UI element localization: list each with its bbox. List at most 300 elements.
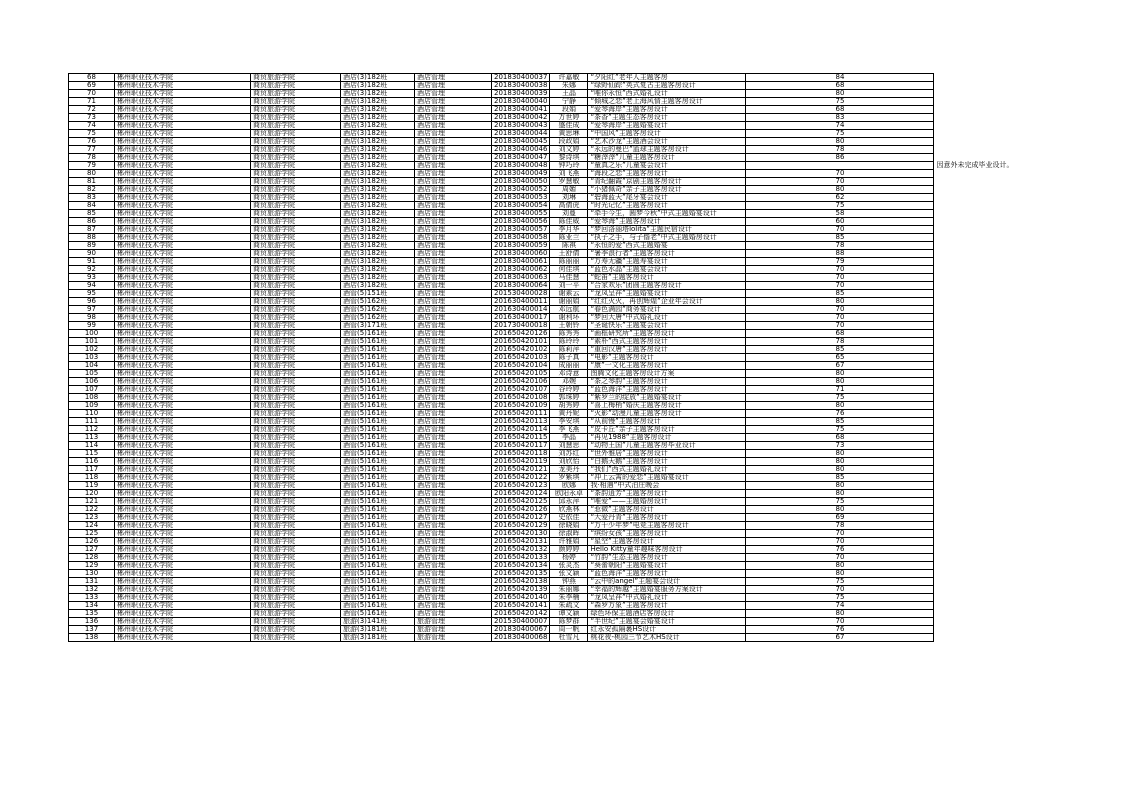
class-name-cell: 酒店(3)182班 — [341, 98, 415, 106]
table-row — [69, 522, 1034, 530]
college-name-cell: 商贸旅游学院 — [251, 362, 341, 370]
design-title-cell: “夕阳红”老年人主题客房 — [588, 74, 746, 82]
school-name-cell: 郴州职业技术学院 — [115, 602, 251, 610]
student-id-cell: 201650420125 — [492, 498, 550, 506]
design-title-cell: “海段之恋”主题客房设计 — [588, 170, 746, 178]
student-id-cell: 201830400050 — [492, 178, 550, 186]
major-name-cell: 酒店管理 — [415, 114, 492, 122]
design-title-cell: “爱琴海岸”主题客房设计 — [588, 106, 746, 114]
student-name-cell: 谭文颖 — [550, 610, 588, 618]
college-name-cell: 商贸旅游学院 — [251, 602, 341, 610]
table-row — [69, 546, 1034, 554]
school-name-cell: 郴州职业技术学院 — [115, 458, 251, 466]
student-id-cell: 201650420104 — [492, 362, 550, 370]
class-name-cell: 酒管(5)161班 — [341, 442, 415, 450]
major-name-cell: 酒店管理 — [415, 250, 492, 258]
table-row — [69, 594, 1034, 602]
student-id-cell: 201650420123 — [492, 482, 550, 490]
student-name-cell: 谢丽娟 — [550, 298, 588, 306]
remark-cell — [934, 322, 1034, 330]
major-name-cell: 旅游管理 — [415, 634, 492, 642]
major-name-cell: 酒店管理 — [415, 610, 492, 618]
major-name-cell: 酒店管理 — [415, 122, 492, 130]
major-name-cell: 酒店管理 — [415, 146, 492, 154]
school-name-cell: 郴州职业技术学院 — [115, 242, 251, 250]
table-row — [69, 306, 1034, 314]
remark-cell — [934, 442, 1034, 450]
student-id-cell: 201650420141 — [492, 602, 550, 610]
design-title-cell: “蓝色海洋”主题客房设计 — [588, 386, 746, 394]
remark-cell — [934, 522, 1034, 530]
student-name-cell: 张灵杰 — [550, 562, 588, 570]
college-name-cell: 商贸旅游学院 — [251, 106, 341, 114]
student-name-cell: 颜婷婷 — [550, 546, 588, 554]
school-name-cell: 郴州职业技术学院 — [115, 306, 251, 314]
college-name-cell: 商贸旅游学院 — [251, 138, 341, 146]
school-name-cell: 郴州职业技术学院 — [115, 578, 251, 586]
college-name-cell: 商贸旅游学院 — [251, 410, 341, 418]
school-name-cell: 郴州职业技术学院 — [115, 274, 251, 282]
row-number-cell: 106 — [69, 378, 115, 386]
score-cell: 75 — [746, 498, 934, 506]
score-cell: 75 — [746, 578, 934, 586]
student-id-cell: 201830400064 — [492, 282, 550, 290]
table-row — [69, 162, 1034, 170]
college-name-cell: 商贸旅游学院 — [251, 322, 341, 330]
college-name-cell: 商贸旅游学院 — [251, 162, 341, 170]
student-id-cell: 201650420129 — [492, 522, 550, 530]
student-name-cell: 盛佳成 — [550, 122, 588, 130]
major-name-cell: 酒店管理 — [415, 306, 492, 314]
remark-cell — [934, 106, 1034, 114]
remark-cell — [934, 338, 1034, 346]
table-row — [69, 602, 1034, 610]
school-name-cell: 郴州职业技术学院 — [115, 506, 251, 514]
student-id-cell: 201650420124 — [492, 490, 550, 498]
student-name-cell: 钟燕 — [550, 578, 588, 586]
design-title-cell: “世外雅居”主题客房设计 — [588, 450, 746, 458]
class-name-cell: 酒店(3)182班 — [341, 202, 415, 210]
student-id-cell: 201830400038 — [492, 82, 550, 90]
student-id-cell: 201830400052 — [492, 186, 550, 194]
row-number-cell: 112 — [69, 426, 115, 434]
college-name-cell: 商贸旅游学院 — [251, 546, 341, 554]
class-name-cell: 酒店(3)182班 — [341, 114, 415, 122]
school-name-cell: 郴州职业技术学院 — [115, 434, 251, 442]
remark-cell — [934, 98, 1034, 106]
remark-cell — [934, 626, 1034, 634]
remark-cell — [934, 146, 1034, 154]
design-title-cell: “蓝色海洋”主题客房设计 — [588, 570, 746, 578]
student-id-cell: 201650420127 — [492, 514, 550, 522]
row-number-cell: 69 — [69, 82, 115, 90]
student-id-cell: 201650420142 — [492, 610, 550, 618]
row-number-cell: 92 — [69, 266, 115, 274]
design-title-cell: “梦回洛丽塔lolita”主题民宿设计 — [588, 226, 746, 234]
class-name-cell: 酒店(3)182班 — [341, 282, 415, 290]
table-row — [69, 538, 1034, 546]
row-number-cell: 73 — [69, 114, 115, 122]
score-cell: 70 — [746, 586, 934, 594]
table-row — [69, 586, 1034, 594]
score-cell: 78 — [746, 146, 934, 154]
school-name-cell: 郴州职业技术学院 — [115, 498, 251, 506]
student-id-cell: 201830400039 — [492, 90, 550, 98]
remark-cell — [934, 194, 1034, 202]
major-name-cell: 酒店管理 — [415, 450, 492, 458]
score-cell: 78 — [746, 338, 934, 346]
table-row — [69, 266, 1034, 274]
student-name-cell: 邓诗意 — [550, 370, 588, 378]
class-name-cell: 酒管(5)161班 — [341, 554, 415, 562]
design-title-cell: 绿色环保主题酒店客房设计 — [588, 610, 746, 618]
school-name-cell: 郴州职业技术学院 — [115, 570, 251, 578]
row-number-cell: 129 — [69, 562, 115, 570]
score-cell: 75 — [746, 130, 934, 138]
score-cell: 69 — [746, 514, 934, 522]
table-row — [69, 474, 1034, 482]
college-name-cell: 商贸旅游学院 — [251, 570, 341, 578]
remark-cell — [934, 274, 1034, 282]
student-name-cell: 陈佳威 — [550, 218, 588, 226]
design-title-cell: “蛇笛”主题客房设计 — [588, 274, 746, 282]
class-name-cell: 酒店(3)182班 — [341, 130, 415, 138]
student-id-cell: 201650420126 — [492, 506, 550, 514]
school-name-cell: 郴州职业技术学院 — [115, 226, 251, 234]
student-id-cell: 201830400042 — [492, 114, 550, 122]
college-name-cell: 商贸旅游学院 — [251, 186, 341, 194]
major-name-cell: 酒店管理 — [415, 346, 492, 354]
score-cell: 65 — [746, 354, 934, 362]
remark-cell — [934, 426, 1034, 434]
major-name-cell: 酒店管理 — [415, 458, 492, 466]
score-cell: 85 — [746, 474, 934, 482]
table-row — [69, 434, 1034, 442]
design-title-cell: “蓝色水晶”主题宴会设计 — [588, 266, 746, 274]
remark-cell — [934, 386, 1034, 394]
row-number-cell: 102 — [69, 346, 115, 354]
student-id-cell: 201630400014 — [492, 306, 550, 314]
major-name-cell: 酒店管理 — [415, 330, 492, 338]
college-name-cell: 商贸旅游学院 — [251, 514, 341, 522]
remark-cell — [934, 122, 1034, 130]
score-cell: 80 — [746, 402, 934, 410]
student-id-cell: 201650420108 — [492, 394, 550, 402]
student-name-cell: 王晶 — [550, 90, 588, 98]
school-name-cell: 郴州职业技术学院 — [115, 546, 251, 554]
class-name-cell: 酒店(3)182班 — [341, 250, 415, 258]
college-name-cell: 商贸旅游学院 — [251, 226, 341, 234]
student-id-cell: 201830400044 — [492, 130, 550, 138]
score-cell: 70 — [746, 170, 934, 178]
design-title-cell: “中国风”主题客房设计 — [588, 130, 746, 138]
student-id-cell: 201830400057 — [492, 226, 550, 234]
class-name-cell: 酒店(3)182班 — [341, 106, 415, 114]
remark-cell — [934, 530, 1034, 538]
student-name-cell: 史依佳 — [550, 514, 588, 522]
table-row — [69, 466, 1034, 474]
student-id-cell: 201650420140 — [492, 594, 550, 602]
design-title-cell: “素朴”西式主题客房设计 — [588, 338, 746, 346]
college-name-cell: 商贸旅游学院 — [251, 218, 341, 226]
score-cell: 70 — [746, 530, 934, 538]
table-row — [69, 186, 1034, 194]
score-cell: 75 — [746, 394, 934, 402]
class-name-cell: 酒店(3)182班 — [341, 234, 415, 242]
remark-cell — [934, 90, 1034, 98]
student-name-cell: 周一帆 — [550, 626, 588, 634]
student-id-cell: 201530400007 — [492, 618, 550, 626]
college-name-cell: 商贸旅游学院 — [251, 290, 341, 298]
student-id-cell: 201650420126 — [492, 330, 550, 338]
class-name-cell: 酒管(3)171班 — [341, 322, 415, 330]
score-cell: 80 — [746, 138, 934, 146]
remark-cell — [934, 546, 1034, 554]
college-name-cell: 商贸旅游学院 — [251, 626, 341, 634]
class-name-cell: 酒管(5)161班 — [341, 514, 415, 522]
row-number-cell: 132 — [69, 586, 115, 594]
class-name-cell: 酒店(3)182班 — [341, 82, 415, 90]
score-cell: 86 — [746, 154, 934, 162]
school-name-cell: 郴州职业技术学院 — [115, 234, 251, 242]
design-title-cell: “从前慢”主题客房设计 — [588, 418, 746, 426]
design-title-cell: “梦回大唐”中式婚礼设计 — [588, 314, 746, 322]
design-title-cell: 桃花夜-桃园三节艺术HS设计 — [588, 634, 746, 642]
college-name-cell: 商贸旅游学院 — [251, 298, 341, 306]
table-row — [69, 218, 1034, 226]
row-number-cell: 110 — [69, 410, 115, 418]
table-row — [69, 370, 1034, 378]
major-name-cell: 酒店管理 — [415, 210, 492, 218]
student-name-cell: 陈莉萍 — [550, 346, 588, 354]
major-name-cell: 酒店管理 — [415, 274, 492, 282]
score-cell: 71 — [746, 386, 934, 394]
class-name-cell: 酒管(5)161班 — [341, 586, 415, 594]
student-id-cell: 201650420138 — [492, 578, 550, 586]
class-name-cell: 酒店(3)182班 — [341, 122, 415, 130]
score-cell: 79 — [746, 258, 934, 266]
college-name-cell: 商贸旅游学院 — [251, 490, 341, 498]
major-name-cell: 酒店管理 — [415, 106, 492, 114]
school-name-cell: 郴州职业技术学院 — [115, 378, 251, 386]
table-row — [69, 154, 1034, 162]
score-cell: 73 — [746, 442, 934, 450]
design-title-cell: “万千少年梦”电竞主题客房设计 — [588, 522, 746, 530]
score-cell: 76 — [746, 410, 934, 418]
table-row — [69, 258, 1034, 266]
student-name-cell: 高倩虎 — [550, 202, 588, 210]
student-name-cell: 邓婉 — [550, 378, 588, 386]
class-name-cell: 酒管(5)161班 — [341, 498, 415, 506]
student-name-cell: 刘蔓 — [550, 210, 588, 218]
student-id-cell: 201830400067 — [492, 626, 550, 634]
remark-cell — [934, 506, 1034, 514]
college-name-cell: 商贸旅游学院 — [251, 170, 341, 178]
school-name-cell: 郴州职业技术学院 — [115, 626, 251, 634]
design-title-cell: “云中的angel”主题宴会设计 — [588, 578, 746, 586]
student-name-cell: 王朝铃 — [550, 322, 588, 330]
student-name-cell: 黎诗琪 — [550, 154, 588, 162]
student-id-cell: 201650420119 — [492, 458, 550, 466]
class-name-cell: 酒店(3)182班 — [341, 146, 415, 154]
class-name-cell: 酒管(5)161班 — [341, 378, 415, 386]
design-title-cell: “重回汉唐”主题客房设计 — [588, 346, 746, 354]
design-title-cell: “红红火火，再创辉煌”企业年会设计 — [588, 298, 746, 306]
student-name-cell: 刘欣怡 — [550, 458, 588, 466]
student-name-cell: 邓远航 — [550, 306, 588, 314]
major-name-cell: 酒店管理 — [415, 194, 492, 202]
major-name-cell: 酒店管理 — [415, 402, 492, 410]
class-name-cell: 酒管(5)161班 — [341, 506, 415, 514]
table-row — [69, 530, 1034, 538]
design-title-cell: “星空”主题客房设计 — [588, 538, 746, 546]
table-row — [69, 378, 1034, 386]
college-name-cell: 商贸旅游学院 — [251, 306, 341, 314]
school-name-cell: 郴州职业技术学院 — [115, 266, 251, 274]
student-name-cell: 钟巧玲 — [550, 162, 588, 170]
remark-cell — [934, 450, 1034, 458]
row-number-cell: 111 — [69, 418, 115, 426]
row-number-cell: 117 — [69, 466, 115, 474]
score-cell: 67 — [746, 362, 934, 370]
score-cell: 70 — [746, 314, 934, 322]
class-name-cell: 酒管(5)161班 — [341, 546, 415, 554]
college-name-cell: 商贸旅游学院 — [251, 330, 341, 338]
class-name-cell: 酒管(5)161班 — [341, 418, 415, 426]
class-name-cell: 酒店(3)182班 — [341, 242, 415, 250]
table-row — [69, 178, 1034, 186]
student-name-cell: 谢素云 — [550, 290, 588, 298]
student-name-cell: 胡秀婷 — [550, 402, 588, 410]
college-name-cell: 商贸旅游学院 — [251, 274, 341, 282]
row-number-cell: 103 — [69, 354, 115, 362]
class-name-cell: 酒店(3)182班 — [341, 178, 415, 186]
student-name-cell: 段政娟 — [550, 138, 588, 146]
remark-cell — [934, 266, 1034, 274]
table-row — [69, 578, 1034, 586]
school-name-cell: 郴州职业技术学院 — [115, 354, 251, 362]
score-cell: 80 — [746, 298, 934, 306]
major-name-cell: 酒店管理 — [415, 506, 492, 514]
row-number-cell: 128 — [69, 554, 115, 562]
student-id-cell: 201650420114 — [492, 426, 550, 434]
student-name-cell: 陈子真 — [550, 354, 588, 362]
college-name-cell: 商贸旅游学院 — [251, 282, 341, 290]
student-id-cell: 201730400018 — [492, 322, 550, 330]
table-row — [69, 482, 1034, 490]
college-name-cell: 商贸旅游学院 — [251, 530, 341, 538]
school-name-cell: 郴州职业技术学院 — [115, 290, 251, 298]
student-id-cell: 201650420113 — [492, 418, 550, 426]
student-name-cell: 周媚 — [550, 186, 588, 194]
school-name-cell: 郴州职业技术学院 — [115, 146, 251, 154]
college-name-cell: 商贸旅游学院 — [251, 82, 341, 90]
college-name-cell: 商贸旅游学院 — [251, 210, 341, 218]
design-title-cell: “茶香”主题生态客房设计 — [588, 114, 746, 122]
row-number-cell: 68 — [69, 74, 115, 82]
student-id-cell: 201830400056 — [492, 218, 550, 226]
table-row — [69, 634, 1034, 642]
score-cell: 85 — [746, 418, 934, 426]
score-cell: 70 — [746, 282, 934, 290]
student-name-cell: 成丽丽 — [550, 362, 588, 370]
row-number-cell: 121 — [69, 498, 115, 506]
score-cell: 80 — [746, 186, 934, 194]
design-title-cell: Hello Kitty童年趣味客房设计 — [588, 546, 746, 554]
table-row — [69, 346, 1034, 354]
remark-cell — [934, 418, 1034, 426]
table-row — [69, 610, 1034, 618]
table-row — [69, 402, 1034, 410]
student-id-cell: 201650420134 — [492, 562, 550, 570]
row-number-cell: 84 — [69, 202, 115, 210]
student-id-cell: 201650420121 — [492, 466, 550, 474]
table-row — [69, 394, 1034, 402]
school-name-cell: 郴州职业技术学院 — [115, 330, 251, 338]
remark-cell: 因意外未完成毕业设计。 — [934, 162, 1034, 170]
remark-cell — [934, 434, 1034, 442]
student-id-cell: 201830400059 — [492, 242, 550, 250]
school-name-cell: 郴州职业技术学院 — [115, 450, 251, 458]
college-name-cell: 商贸旅游学院 — [251, 402, 341, 410]
major-name-cell: 酒店管理 — [415, 178, 492, 186]
major-name-cell: 酒店管理 — [415, 474, 492, 482]
score-cell: 85 — [746, 290, 934, 298]
school-name-cell: 郴州职业技术学院 — [115, 394, 251, 402]
score-cell: 88 — [746, 250, 934, 258]
table-row — [69, 242, 1034, 250]
design-title-cell: 图腾文化主题客房设计方案 — [588, 370, 746, 378]
score-cell: 70 — [746, 178, 934, 186]
table-row — [69, 570, 1034, 578]
remark-cell — [934, 354, 1034, 362]
remark-cell — [934, 210, 1034, 218]
student-name-cell: 谢利环 — [550, 314, 588, 322]
design-title-cell: “绿野仙踪”英式复古主题客房设计 — [588, 82, 746, 90]
row-number-cell: 118 — [69, 474, 115, 482]
class-name-cell: 酒管(5)162班 — [341, 314, 415, 322]
student-id-cell: 201650420102 — [492, 346, 550, 354]
remark-cell — [934, 474, 1034, 482]
row-number-cell: 90 — [69, 250, 115, 258]
remark-cell — [934, 138, 1034, 146]
college-name-cell: 商贸旅游学院 — [251, 378, 341, 386]
school-name-cell: 郴州职业技术学院 — [115, 402, 251, 410]
school-name-cell: 郴州职业技术学院 — [115, 314, 251, 322]
table-row — [69, 250, 1034, 258]
remark-cell — [934, 130, 1034, 138]
score-cell: 78 — [746, 522, 934, 530]
student-name-cell: 万世婷 — [550, 114, 588, 122]
student-name-cell: 刘飞燕 — [550, 170, 588, 178]
student-id-cell: 201830400049 — [492, 170, 550, 178]
remark-cell — [934, 498, 1034, 506]
college-name-cell: 商贸旅游学院 — [251, 114, 341, 122]
class-name-cell: 酒店(3)182班 — [341, 186, 415, 194]
college-name-cell: 商贸旅游学院 — [251, 250, 341, 258]
row-number-cell: 87 — [69, 226, 115, 234]
college-name-cell: 商贸旅游学院 — [251, 338, 341, 346]
college-name-cell: 商贸旅游学院 — [251, 610, 341, 618]
college-name-cell: 商贸旅游学院 — [251, 594, 341, 602]
class-name-cell: 酒管(5)161班 — [341, 458, 415, 466]
design-title-cell: “唯你永恒”西式婚礼设计 — [588, 90, 746, 98]
school-name-cell: 郴州职业技术学院 — [115, 538, 251, 546]
major-name-cell: 酒店管理 — [415, 466, 492, 474]
student-name-cell: 朱娜 — [550, 82, 588, 90]
table-row — [69, 498, 1034, 506]
score-cell: 70 — [746, 322, 934, 330]
